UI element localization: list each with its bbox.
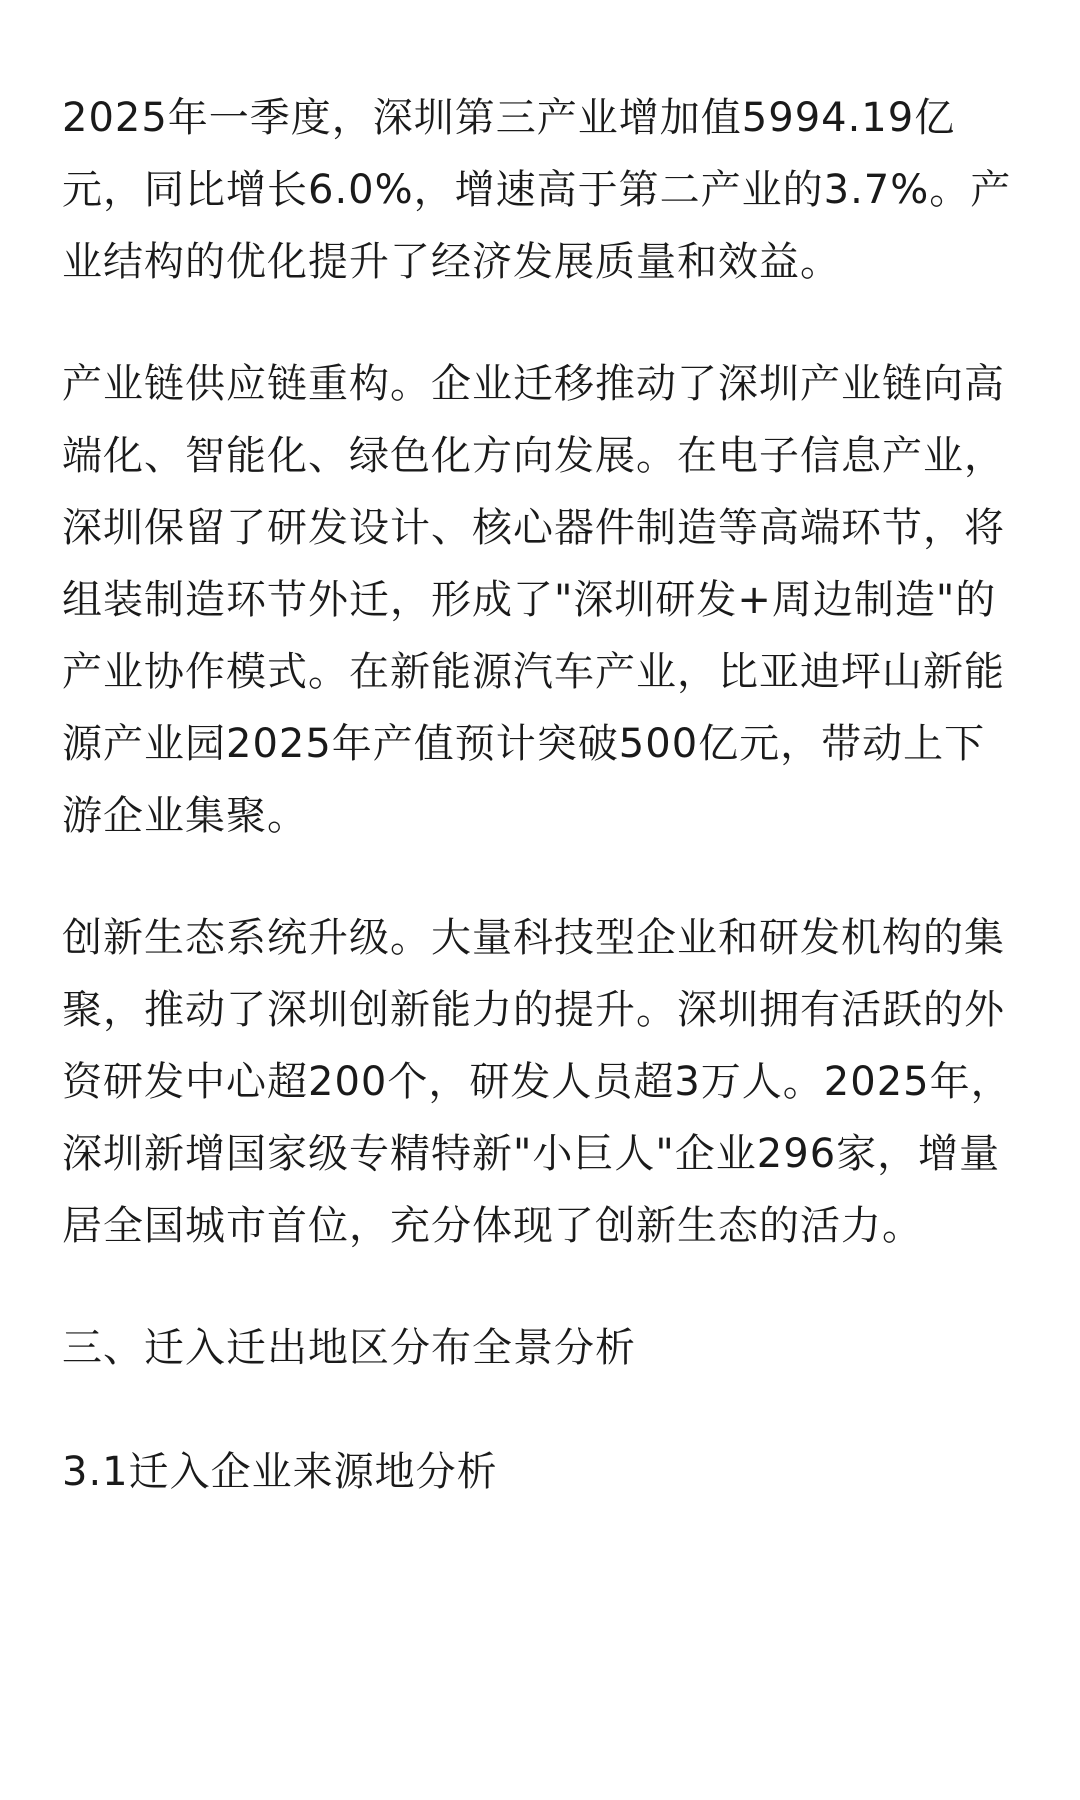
paragraph-industrial-chain: 产业链供应链重构。企业迁移推动了深圳产业链向高端化、智能化、绿色化方向发展。在电子信息产业，深圳保留了研发设计、核心器件制造等高端环节，将组装制造环节外迁，形成了"深圳研发+周边制造"的产业协作模式。在新能源汽车产业，比亚迪坪山新能源产业园2025年产值预计突破500亿元，带动上下游企业集聚。	[62, 361, 1005, 839]
subsection-heading: 3.1迁入企业来源地分析	[62, 1449, 498, 1495]
paragraph-tertiary-industry: 2025年一季度，深圳第三产业增加值5994.19亿元，同比增长6.0%，增速高于第二产业的3.7%。产业结构的优化提升了经济发展质量和效益。	[62, 95, 1012, 285]
section-heading: 三、迁入迁出地区分布全景分析	[62, 1325, 636, 1371]
paragraph-innovation-ecosystem: 创新生态系统升级。大量科技型企业和研发机构的集聚，推动了深圳创新能力的提升。深圳拥有活跃的外资研发中心超200个，研发人员超3万人。2025年，深圳新增国家级专精特新"小巨人"企业296家，增量居全国城市首位，充分体现了创新生态的活力。	[62, 915, 1012, 1249]
article-body	[62, 82, 1022, 1508]
